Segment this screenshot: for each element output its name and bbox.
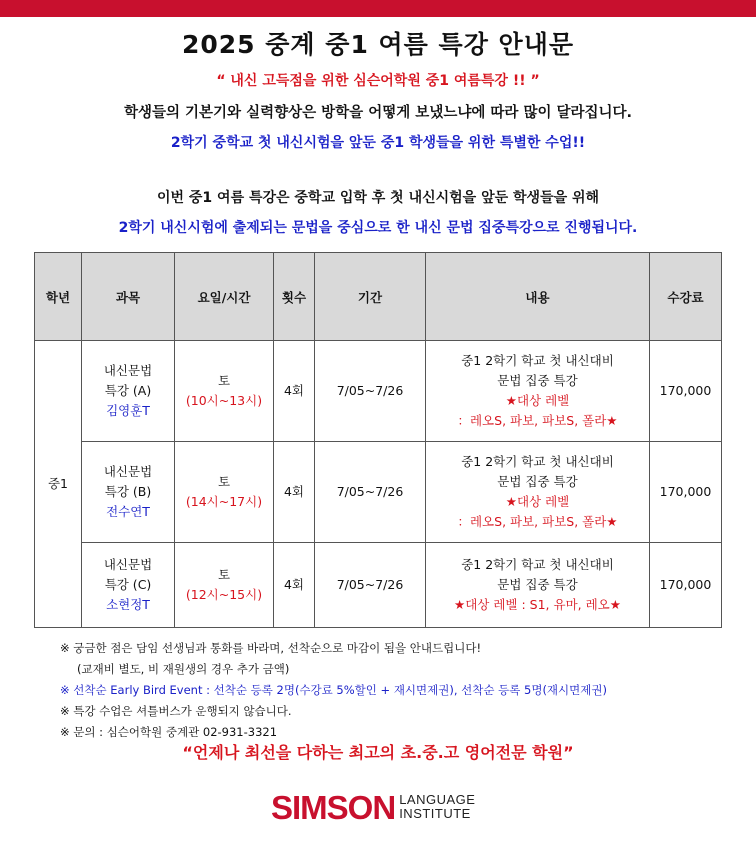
subject-name: 내신문법: [103, 557, 153, 572]
header-sessions: 횟수: [274, 253, 315, 341]
period-cell: 7/05~7/26: [315, 442, 426, 543]
logo-main-text: SIMSON: [271, 788, 396, 826]
content-line-4: ：레오S, 파보, 파보S, 폴라★: [457, 514, 618, 529]
subject-section: 특강 (B): [104, 484, 152, 499]
sessions-cell: 4회: [274, 442, 315, 543]
table-row: [35, 543, 722, 628]
header-period: 기간: [315, 253, 426, 341]
schedule-time: (14시~17시): [185, 494, 263, 509]
intro-line-3: 이번 중1 여름 특강은 중학교 입학 후 첫 내신시험을 앞둔 학생들을 위해: [156, 190, 600, 206]
content-line-1: 중1 2학기 학교 첫 내신대비: [461, 454, 614, 469]
intro-line-4: 2학기 내신시험에 출제되는 문법을 중심으로 한 내신 문법 집중특강으로 진행됩니다.: [118, 220, 638, 236]
header-grade: 학년: [35, 253, 82, 341]
notes: [60, 638, 740, 743]
content-line-2: 문법 집중 특강: [497, 474, 578, 489]
header-fee: 수강료: [650, 253, 722, 341]
content-line-3: ★대상 레벨: [505, 393, 570, 408]
fee-cell: 170,000: [650, 341, 722, 442]
sessions-cell: 4회: [274, 543, 315, 628]
subject-section: 특강 (C): [104, 577, 152, 592]
schedule-cell: [175, 341, 274, 442]
schedule-cell: [175, 442, 274, 543]
schedule-table: [34, 252, 722, 628]
top-red-bar: [0, 0, 756, 17]
table-header-row: [35, 253, 722, 341]
fee-cell: 170,000: [650, 442, 722, 543]
page-title: 2025 중계 중1 여름 특강 안내문: [182, 30, 574, 59]
logo-sub-line-2: INSTITUTE: [399, 806, 471, 821]
teacher-name: 김영훈T: [106, 403, 150, 418]
header-schedule: 요일/시간: [175, 253, 274, 341]
teacher-name: 소현정T: [106, 597, 150, 612]
subject-section: 특강 (A): [104, 383, 152, 398]
schedule-cell: [175, 543, 274, 628]
fee-cell: 170,000: [650, 543, 722, 628]
intro-line-1: 학생들의 기본기와 실력향상은 방학을 어떻게 보냈느냐에 따라 많이 달라집니다.: [123, 105, 633, 121]
schedule-time: (12시~15시): [185, 587, 263, 602]
table-row: [35, 442, 722, 543]
header-subject: 과목: [82, 253, 175, 341]
schedule-day: 토: [217, 567, 231, 582]
schedule-time: (10시~13시): [185, 393, 263, 408]
schedule-day: 토: [217, 474, 231, 489]
closing-slogan: “언제나 최선을 다하는 최고의 초.중.고 영어전문 학원”: [182, 743, 574, 762]
simson-logo: [271, 787, 475, 827]
logo-sub-text: [399, 793, 475, 821]
content-line-1: 중1 2학기 학교 첫 내신대비: [461, 353, 614, 368]
note-materials: (교재비 별도, 비 재원생의 경우 추가 금액): [77, 662, 290, 676]
slogan: “ 내신 고득점을 위한 심슨어학원 중1 여름특강 !! ”: [216, 73, 540, 89]
sessions-cell: 4회: [274, 341, 315, 442]
content-cell: [426, 341, 650, 442]
intro-line-2: 2학기 중학교 첫 내신시험을 앞둔 중1 학생들을 위한 특별한 수업!!: [170, 135, 586, 151]
content-cell: [426, 543, 650, 628]
subject-name: 내신문법: [103, 464, 153, 479]
schedule-day: 토: [217, 373, 231, 388]
period-cell: 7/05~7/26: [315, 543, 426, 628]
note-shuttle: ※ 특강 수업은 셔틀버스가 운행되지 않습니다.: [60, 704, 292, 718]
content-line-3: ★대상 레벨 : S1, 유마, 레오★: [454, 597, 621, 612]
content-line-3: ★대상 레벨: [505, 494, 570, 509]
content-line-4: ：레오S, 파보, 파보S, 폴라★: [457, 413, 618, 428]
grade-cell: 중1: [35, 341, 82, 628]
note-inquiry: ※ 궁금한 점은 담임 선생님과 통화를 바라며, 선착순으로 마감이 됨을 안내드립니다!: [60, 641, 482, 655]
subject-name: 내신문법: [103, 363, 153, 378]
period-cell: 7/05~7/26: [315, 341, 426, 442]
content-cell: [426, 442, 650, 543]
note-contact: ※ 문의 : 심슨어학원 중계관 02-931-3321: [60, 725, 278, 739]
teacher-name: 전수연T: [106, 504, 150, 519]
subject-cell: [82, 442, 175, 543]
subject-cell: [82, 543, 175, 628]
table-row: [35, 341, 722, 442]
logo-sub-line-1: LANGUAGE: [399, 792, 476, 807]
content-line-1: 중1 2학기 학교 첫 내신대비: [461, 557, 614, 572]
content-line-2: 문법 집중 특강: [497, 577, 578, 592]
content-line-2: 문법 집중 특강: [497, 373, 578, 388]
subject-cell: [82, 341, 175, 442]
note-early-bird: ※ 선착순 Early Bird Event : 선착순 등록 2명(수강료 5%할인 + 재시면제권), 선착순 등록 5명(재시면제권): [60, 683, 607, 697]
header-content: 내용: [426, 253, 650, 341]
